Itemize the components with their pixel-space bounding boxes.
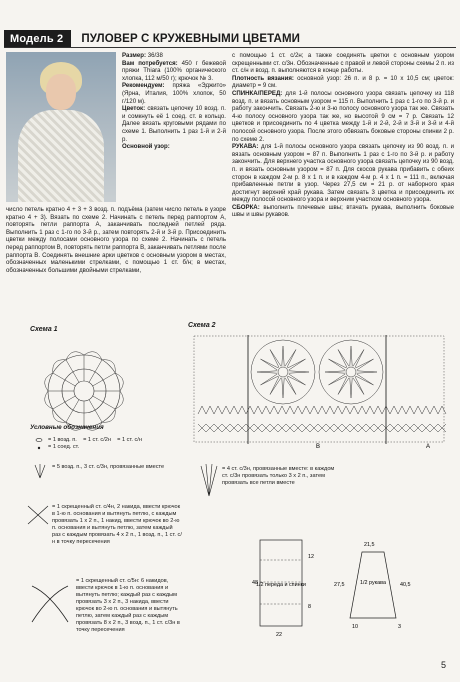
svg-text:3: 3 xyxy=(398,624,401,630)
crossed-stitch-5-icon xyxy=(30,584,70,624)
legend-row-1: = 1 возд. п. = 1 ст. с/2н = 1 ст. с/н = 1 соед. ст. xyxy=(48,437,142,450)
repeat-b-label: B xyxy=(316,444,321,450)
legend-row-3: = 1 скрещенный ст. с/4н, 2 накида, ввести крючок в 1-ю п. основания и вытянуть петлю, с каждым провязать 1 х 2 п., 1 накид, ввести крючок во 2-ю п. основания и вытянуть петлю, затем каждый раз с каждым провязать 4 х 2 п., 1 возд. п., 1 ст. с/н в точку пересечения xyxy=(52,504,182,545)
svg-text:48: 48 xyxy=(252,580,258,586)
scheme1-label: Схема 1 xyxy=(30,326,58,333)
svg-text:40,5: 40,5 xyxy=(400,582,411,588)
cluster-stitch-icon xyxy=(32,462,48,480)
repeat-a-label: A xyxy=(426,444,431,450)
page-number: 5 xyxy=(440,660,446,670)
chain-stitch-icon xyxy=(32,436,46,452)
instructions-right: с помощью 1 ст. с/2н; а также соединять цветки с основным узором скрещенными ст. с/3н. Обозначенные с правой и левой стороны схемы 2 п. из ст. с/н и возд. п. выполняются в конце работы. Плотность вязания: основной узор: 26 п. и 8 р. = 10 х 10,5 см; цветок: диаметр = 9 см. СПИНКА/ПЕРЕД: для 1-й полосы основного узора связать цепочку из 118 возд. п. и вязать основным узором = 115 п. Выполнить 1 раз с 1-го по 3-й р. и работу закончить. Связать 2-ю и 3-ю полосу основного узора так же. Связать 4-ю полосу основного узора так же, но высотой 9 см = 7 р. Связать 12 цветков и присоединить по 4 цветка между 1-й и 2-й, 2-й и 3-й и 3-й и 4-й полосой основного узора. После этого обвязать боковые стороны спинки 2 р. по схеме 2. РУКАВА: для 1-й полосы основного узора связать цепочку из 90 возд. п. и вязать основным узором = 87 п. Выполнить 1 раз с 1-го по 3-й р. и работу закончить. Для верхнего участка основного узора связать цепочку из 90 возд. п. и вязать основным узором = 87 п. Для скосов рукава прибавить с обеих сторон в каждом 2-м р. 8 х 1 п. и в каждом 4-м р. 4 х 1 п. = 111 п., включая прибавленные петли в узор. Через 27,5 см = 21 р. от наборного края достигнут верхний край рукава. Затем связать 3 цветка и присоединить их между полосой основного узора и верхним участком основного узора. СБОРКА: выполнить плечевые швы; втачать рукава, выполнить боковые швы и швы рукавов. xyxy=(232,52,454,219)
svg-text:12: 12 xyxy=(308,554,314,560)
garment-schematics xyxy=(250,532,450,652)
front-back-label: 1/2 переда и спинки xyxy=(256,582,306,588)
cluster-4-stitch-icon xyxy=(198,462,220,498)
header-rule xyxy=(4,47,456,48)
svg-text:22: 22 xyxy=(276,632,282,638)
sleeve-label: 1/2 рукава xyxy=(360,580,386,586)
model-badge: Модель 2 xyxy=(4,30,71,47)
legend-row-4: = 1 скрещенный ст. с/5н: 6 накидов, ввести крючок в 1-ю п. основания и вытянуть петлю; каждый раз с каждым провязать 3 х 2 п., 3 накида, ввести крючок во 2-ю п. основания и вытянуть петлю, затем каждый раз с каждым провязать 8 х 2 п., 3 возд. п., 1 ст. с/3н в точку пересечения xyxy=(76,578,180,633)
article-header xyxy=(4,30,456,47)
svg-text:8: 8 xyxy=(308,604,311,610)
svg-text:10: 10 xyxy=(352,624,358,630)
article-title: ПУЛОВЕР С КРУЖЕВНЫМИ ЦВЕТАМИ xyxy=(81,32,301,45)
instructions-left-top: Размер: 36/38 Вам потребуется: 450 г бежевой пряжи Thiara (100% органического хлопка, 112 м/50 г); крючок № 3. Рекомендуем: пряжа «Эджито» (Ярна, Италия, 100% хлопок, 50 г/120 м). Цветок: связать цепочку 10 возд. п. и сомкнуть её 1 соед. ст. в кольцо. Далее вязать круговыми рядами по схеме 1. Выполнить 1 раз 1-й и 2-й р. Основной узор: xyxy=(122,52,226,151)
crossed-stitch-4-icon xyxy=(26,504,50,526)
scheme2-label: Схема 2 xyxy=(188,322,216,329)
instructions-left-bottom: число петель кратно 4 + 3 + 3 возд. п. подъёма (затем число петель в узоре кратно 4 + 3). Вязать по схеме 2. Начинать с петель перед раппортом А, повторять петли раппорта А, заканчивать последней петлей ряда. Выполнить 1 раз с 1-го по 3-й р., затем повторять 2-й и 3-й р. Присоединить цветки между полосами основного узора по схеме 2. Начинать с петель перед раппортом В, повторять петли раппорта В, заканчивать петлями после раппорта В. Соединять внешние арки цветков с основным узором в местах, обозначенных маленькими стрелками, с помощью 1 ст. б/н; в местах, обозначенных большими двойными стрелками, xyxy=(6,206,226,274)
model-photo xyxy=(6,52,116,202)
svg-text:27,5: 27,5 xyxy=(334,582,345,588)
scheme2-pattern-diagram xyxy=(188,332,450,450)
legend-row-2: = 5 возд. п., 3 ст. с/3н, провязанные вместе xyxy=(52,464,165,470)
legend-title: Условные обозначения xyxy=(30,424,104,431)
legend-row-5: = 4 ст. с/3н, провязанные вместе: в каждом ст. с/3н провязать только 3 х 2 п., затем провязать все петли вместе xyxy=(222,466,335,486)
svg-text:21,5: 21,5 xyxy=(364,542,375,548)
